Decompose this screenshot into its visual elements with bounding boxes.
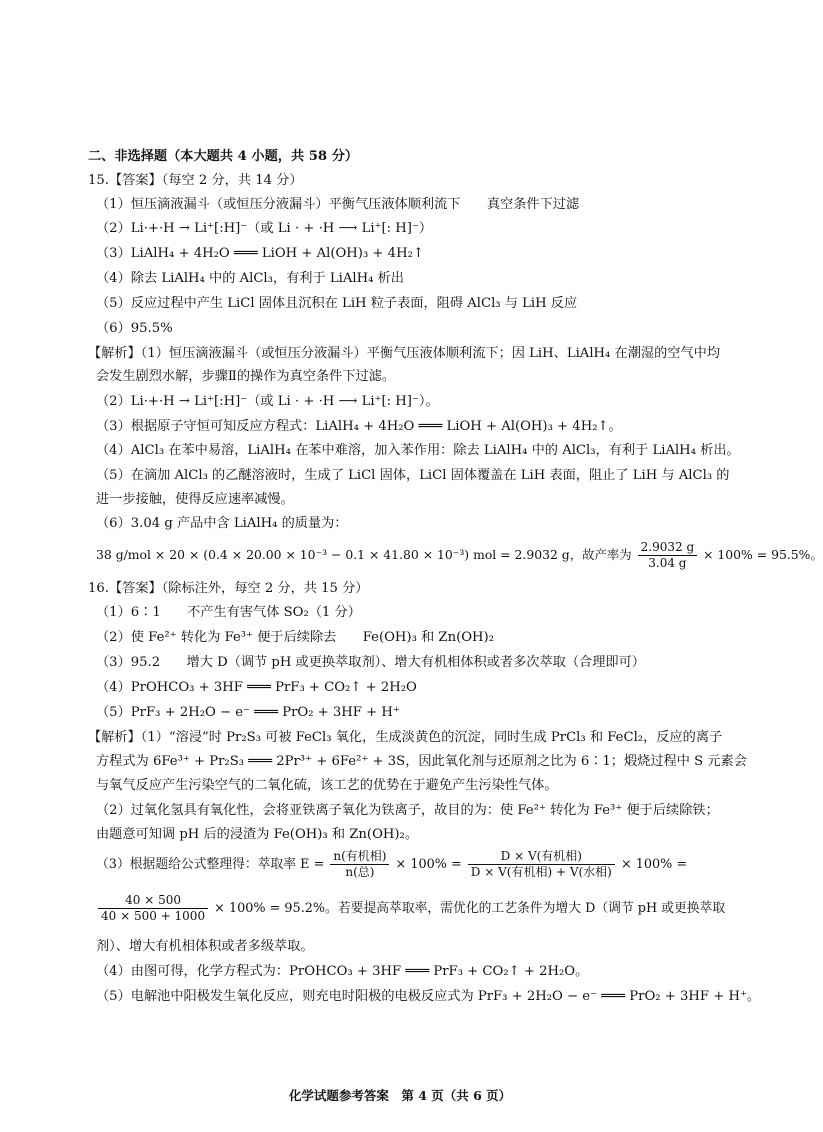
q16-analysis-5: 由题意可知调 pH 后的浸渣为 Fe(OH)₃ 和 Zn(OH)₂。 bbox=[96, 827, 419, 842]
q16-a3-result: × 100% = 95.2%。若要提高萃取率，需优化的工艺条件为增大 D（调节 pH 或更换萃取 bbox=[214, 901, 726, 916]
q16-answer-4: （4）PrOHCO₃ + 3HF ═══ PrF₃ + CO₂↑ + 2H₂O bbox=[96, 680, 417, 695]
q15-analysis-4: （3）根据原子守恒可知反应方程式：LiAlH₄ + 4H₂O ═══ LiOH + Al(OH)₃ + 4H₂↑。 bbox=[96, 419, 622, 434]
q15-calc-right: × 100% = 95.5%。 bbox=[703, 547, 823, 562]
q16-answer-2: （2）使 Fe²⁺ 转化为 Fe³⁺ 便于后续除去 Fe(OH)₃ 和 Zn(OH)₂ bbox=[96, 630, 494, 645]
q16-a3-fraction-2 bbox=[468, 849, 615, 880]
q16-a3-f1-numerator: n(有机相) bbox=[330, 849, 389, 865]
q15-answer-4: （4）除去 LiAlH₄ 中的 AlCl₃，有利于 LiAlH₄ 析出 bbox=[96, 271, 404, 286]
q15-calc-numerator: 2.9032 g bbox=[638, 540, 697, 556]
q15-calc-denominator: 3.04 g bbox=[648, 556, 687, 570]
q16-header: 16.【答案】（除标注外，每空 2 分，共 15 分） bbox=[88, 581, 369, 596]
q16-answer-3: （3）95.2 增大 D（调节 pH 或更换萃取剂）、增大有机相体积或者多次萃取（合理即可） bbox=[96, 655, 645, 670]
q16-analysis-1: 【解析】（1）“溶浸”时 Pr₂S₃ 可被 FeCl₃ 氧化，生成淡黄色的沉淀，同时生成 PrCl₃ 和 FeCl₂，反应的离子 bbox=[88, 730, 723, 745]
q16-a3-f2-denominator: D × V(有机相) + V(水相) bbox=[470, 865, 612, 879]
q16-a3-end: × 100% = bbox=[620, 857, 688, 872]
q16-a3-fraction-3 bbox=[98, 893, 208, 924]
q15-answer-2: （2）Li·+·H → Li⁺[:H]⁻（或 Li · + ·H ⟶ Li⁺[: H]⁻） bbox=[96, 221, 433, 236]
q16-analysis-a4: （4）由图可得，化学方程式为：PrOHCO₃ + 3HF ═══ PrF₃ + CO₂↑ + 2H₂O。 bbox=[96, 964, 589, 979]
q15-calculation bbox=[96, 540, 823, 571]
q16-a3-prefix: （3）根据题给公式整理得：萃取率 E = bbox=[96, 857, 325, 872]
q15-analysis-5: （4）AlCl₃ 在苯中易溶，LiAlH₄ 在苯中难溶，加入苯作用：除去 LiAlH₄ 中的 AlCl₃，有利于 LiAlH₄ 析出。 bbox=[96, 443, 740, 458]
q16-a3-f2-numerator: D × V(有机相) bbox=[468, 849, 615, 865]
q15-answer-3: （3）LiAlH₄ + 4H₂O ═══ LiOH + Al(OH)₃ + 4H₂↑ bbox=[96, 246, 424, 261]
q15-answer-5: （5）反应过程中产生 LiCl 固体且沉积在 LiH 粒子表面，阻碍 AlCl₃ 与 LiH 反应 bbox=[96, 296, 578, 311]
q16-answer-5: （5）PrF₃ + 2H₂O − e⁻ ═══ PrO₂ + 3HF + H⁺ bbox=[96, 705, 400, 720]
section-title: 二、非选择题（本大题共 4 小题，共 58 分） bbox=[88, 149, 359, 164]
q15-header: 15.【答案】（每空 2 分，共 14 分） bbox=[88, 173, 303, 188]
q15-analysis-6: （5）在滴加 AlCl₃ 的乙醚溶液时，生成了 LiCl 固体，LiCl 固体覆盖在 LiH 表面，阻止了 LiH 与 AlCl₃ 的 bbox=[96, 468, 730, 483]
q15-analysis-1: 【解析】（1）恒压滴液漏斗（或恒压分液漏斗）平衡气压液体顺利流下；因 LiH、LiAlH₄ 在潮湿的空气中均 bbox=[88, 346, 721, 361]
q15-analysis-7: 进一步接触，使得反应速率减慢。 bbox=[96, 492, 294, 507]
q15-calc-fraction bbox=[638, 540, 697, 571]
q16-analysis-a5: （5）电解池中阳极发生氧化反应，则充电时阳极的电极反应式为 PrF₃ + 2H₂O − e⁻ ═══ PrO₂ + 3HF + H⁺。 bbox=[96, 989, 761, 1004]
q15-analysis-2: 会发生剧烈水解，步骤Ⅱ的操作为真空条件下过滤。 bbox=[96, 369, 396, 384]
q15-answer-6: （6）95.5% bbox=[96, 321, 173, 336]
q16-a3-fraction-1 bbox=[330, 849, 389, 880]
q16-a3-f3-denominator: 40 × 500 + 1000 bbox=[101, 909, 206, 923]
q16-a3-tail: 剂）、增大有机相体积或者多级萃取。 bbox=[96, 939, 314, 954]
q16-analysis-3: 与氧气反应产生污染空气的二氧化硫，该工艺的优势在于避免产生污染性气体。 bbox=[96, 778, 558, 793]
q15-answer-1: （1）恒压滴液漏斗（或恒压分液漏斗）平衡气压液体顺利流下 真空条件下过滤 bbox=[96, 197, 580, 212]
q16-a3-f1-denominator: n(总) bbox=[345, 865, 375, 879]
q16-answer-1: （1）6∶1 不产生有害气体 SO₂（1 分） bbox=[96, 605, 361, 620]
q15-calc-left: 38 g/mol × 20 × (0.4 × 20.00 × 10⁻³ − 0.1 × 41.80 × 10⁻³) mol = 2.9032 g，故产率为 bbox=[96, 547, 632, 562]
q16-analysis-3-result bbox=[96, 890, 740, 928]
q16-analysis-3-formula bbox=[96, 846, 740, 884]
q16-a3-mid: × 100% = bbox=[395, 857, 462, 872]
q16-analysis-4: （2）过氧化氢具有氧化性，会将亚铁离子氧化为铁离子，故目的为：使 Fe²⁺ 转化为 Fe³⁺ 便于后续除铁； bbox=[96, 803, 719, 818]
q15-analysis-8: （6）3.04 g 产品中含 LiAlH₄ 的质量为： bbox=[96, 516, 348, 531]
q16-analysis-2: 方程式为 6Fe³⁺ + Pr₂S₃ ═══ 2Pr³⁺ + 6Fe²⁺ + 3S，因此氧化剂与还原剂之比为 6∶1；煅烧过程中 S 元素会 bbox=[96, 754, 747, 769]
q15-analysis-3: （2）Li·+·H → Li⁺[:H]⁻（或 Li · + ·H ⟶ Li⁺[: H]⁻）。 bbox=[96, 394, 439, 409]
page-footer: 化学试题参考答案 第 4 页（共 6 页） bbox=[288, 1088, 512, 1103]
q16-a3-f3-numerator: 40 × 500 bbox=[98, 893, 208, 909]
